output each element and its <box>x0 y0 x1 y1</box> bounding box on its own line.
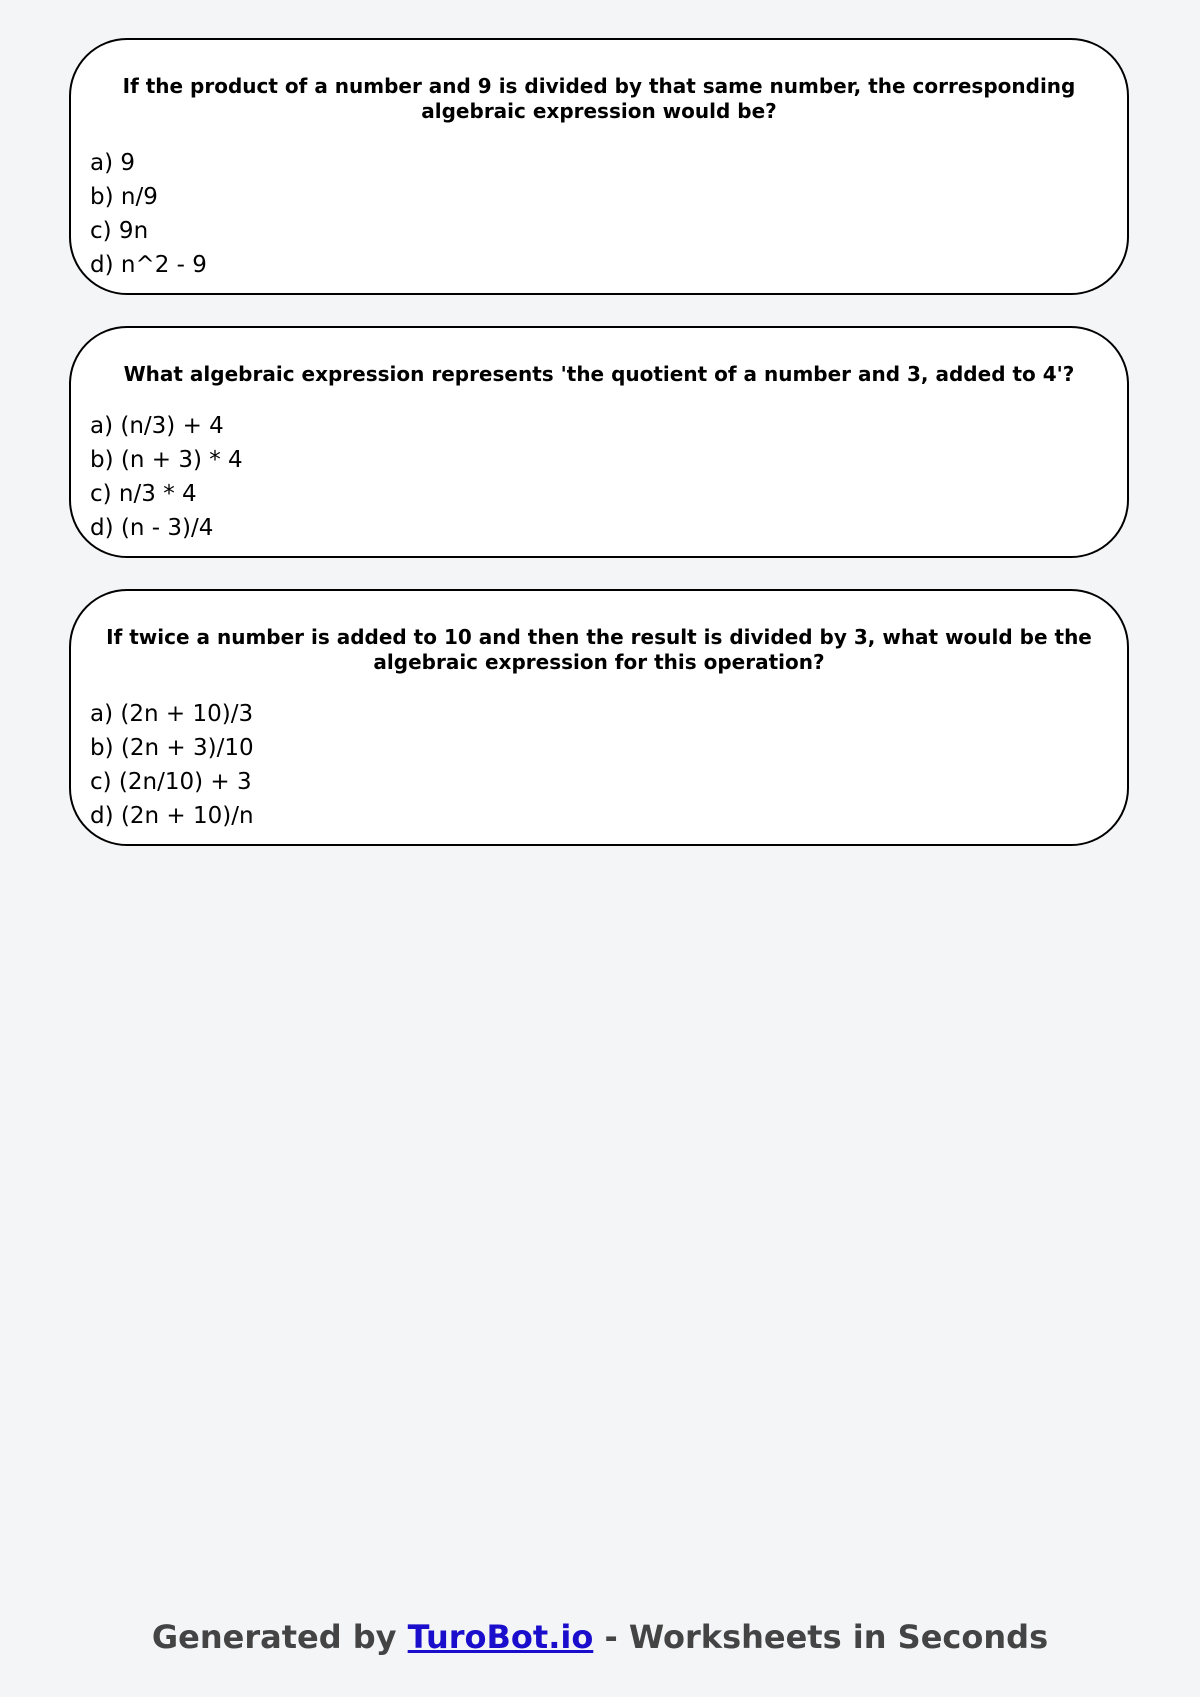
answer-option-d: d) (2n + 10)/n <box>90 803 254 829</box>
question-text: If the product of a number and 9 is divided by that same number, the corresponding algebraic expression would be? <box>122 74 1076 123</box>
answer-option-d: d) n^2 - 9 <box>90 252 207 278</box>
answer-options <box>71 697 1127 833</box>
question-card-1 <box>69 38 1129 295</box>
turobot-link[interactable]: TuroBot.io <box>407 1618 594 1656</box>
answer-option-b: b) (n + 3) * 4 <box>90 447 243 473</box>
answer-option-a: a) (n/3) + 4 <box>90 413 224 439</box>
footer-credit <box>0 1618 1200 1656</box>
answer-option-d: d) (n - 3)/4 <box>90 515 214 541</box>
question-text: If twice a number is added to 10 and then the result is divided by 3, what would be the algebraic expression for this operation? <box>106 625 1092 674</box>
question-text: What algebraic expression represents 'the quotient of a number and 3, added to 4'? <box>123 362 1075 386</box>
answer-option-a: a) (2n + 10)/3 <box>90 701 254 727</box>
answer-option-b: b) n/9 <box>90 184 158 210</box>
answer-option-b: b) (2n + 3)/10 <box>90 735 254 761</box>
answer-options <box>71 409 1127 545</box>
footer-prefix: Generated by <box>151 1618 408 1656</box>
question-card-3 <box>69 589 1129 846</box>
answer-option-c: c) 9n <box>90 218 149 244</box>
question-card-2 <box>69 326 1129 558</box>
answer-option-a: a) 9 <box>90 150 136 176</box>
answer-option-c: c) (2n/10) + 3 <box>90 769 252 795</box>
answer-options <box>71 146 1127 282</box>
answer-option-c: c) n/3 * 4 <box>90 481 197 507</box>
footer-suffix: - Worksheets in Seconds <box>593 1618 1049 1656</box>
